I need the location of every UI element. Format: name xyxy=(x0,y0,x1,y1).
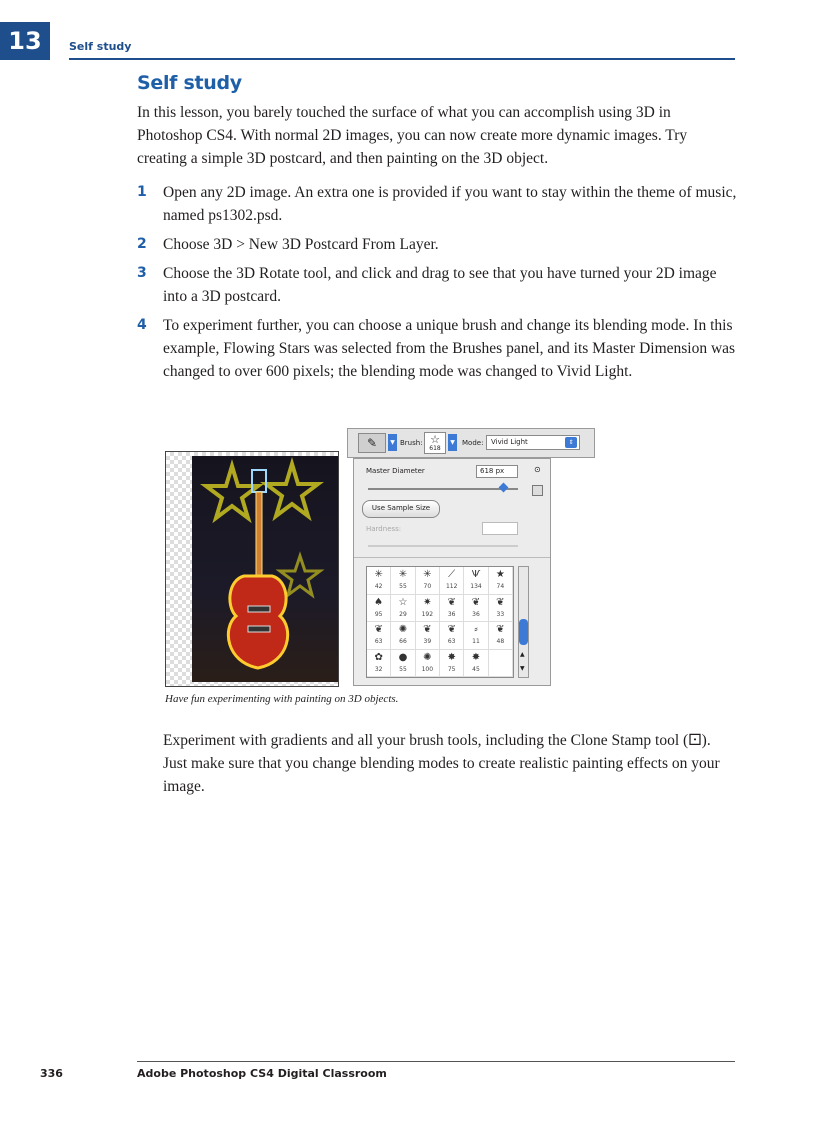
brush-options-bar xyxy=(347,428,595,458)
brush-preset-cell[interactable] xyxy=(367,622,391,650)
brush-tip-icon: ⟋ xyxy=(448,569,456,580)
brush-preset-cell[interactable] xyxy=(416,567,440,595)
brush-preset-cell[interactable] xyxy=(391,567,415,595)
steps-list xyxy=(137,181,737,389)
brush-tip-icon: ❦ xyxy=(447,624,456,635)
header-rule xyxy=(69,58,735,60)
brush-preset-cell[interactable] xyxy=(416,650,440,678)
brush-picker-dropdown[interactable] xyxy=(448,434,457,451)
brush-size-label: 134 xyxy=(470,583,482,590)
brush-tip-icon: ★ xyxy=(495,569,505,580)
chevron-down-icon: ▼ xyxy=(450,439,455,446)
brush-preset-cell[interactable] xyxy=(416,622,440,650)
step-text: Open any 2D image. An extra one is provided if you want to stay within the theme of music, named ps1302.psd. xyxy=(163,184,737,224)
brush-preset-cell[interactable] xyxy=(391,650,415,678)
brush-size-label: 29 xyxy=(399,610,407,618)
step-item xyxy=(137,181,737,227)
brush-grid-scrollbar[interactable] xyxy=(518,566,529,678)
mode-label: Mode: xyxy=(462,439,484,447)
star-brush-icon: ☆ xyxy=(430,433,440,446)
brush-tip-icon: ❦ xyxy=(374,624,383,635)
hardness-slider-track[interactable] xyxy=(368,545,518,547)
brush-tip-icon: ⸗ xyxy=(474,624,478,635)
step-text: To experiment further, you can choose a unique brush and change its blending mode. In this example, Flowing Stars was selected from the Brushes panel, and its Master Dimension was changed to over 600 pixels; the blending mode was changed to Vivid Light. xyxy=(163,317,736,380)
scroll-down-icon[interactable]: ▼ xyxy=(520,665,525,672)
brush-preset-cell[interactable] xyxy=(440,567,464,595)
step-number: 1 xyxy=(137,184,147,200)
running-header: Self study xyxy=(69,40,132,53)
brush-tip-icon: ✸ xyxy=(447,651,456,663)
panel-menu-icon[interactable]: ⊙ xyxy=(534,465,541,474)
brush-size-label: 112 xyxy=(445,583,458,590)
brush-tip-icon: ❦ xyxy=(471,596,481,608)
brush-preset-cell[interactable] xyxy=(416,595,440,623)
brush-preset-cell[interactable] xyxy=(464,650,488,678)
brush-size-label: 66 xyxy=(399,638,407,645)
brush-tip-icon xyxy=(489,650,512,666)
tool-preset-dropdown[interactable] xyxy=(388,434,397,451)
step-item xyxy=(137,262,737,308)
brush-tip-icon: ✳ xyxy=(374,569,383,580)
brush-preset-grid xyxy=(366,566,514,678)
brush-size-label: 70 xyxy=(423,583,432,590)
brush-tip-icon: Ѱ xyxy=(471,569,481,580)
guitar-illustration xyxy=(192,456,338,682)
brush-size-label: 36 xyxy=(472,610,480,618)
brush-tip-icon: ✷ xyxy=(423,596,432,608)
brush-preset-cell[interactable] xyxy=(440,622,464,650)
brush-tip-icon: ✿ xyxy=(374,651,383,663)
brush-size-label: 74 xyxy=(496,583,505,590)
brush-preset-cell[interactable] xyxy=(464,567,488,595)
brush-size-label: 55 xyxy=(399,665,407,673)
brush-preset-cell[interactable] xyxy=(440,650,464,678)
brush-size-label: 75 xyxy=(447,665,456,673)
brush-tip-icon: ❦ xyxy=(496,624,505,635)
brush-preset-cell[interactable] xyxy=(367,650,391,678)
scrollbar-thumb[interactable] xyxy=(519,619,528,645)
scroll-up-icon[interactable]: ▲ xyxy=(520,651,525,658)
brush-size-readout: 618 xyxy=(429,445,441,452)
brush-size-label: 63 xyxy=(447,638,456,645)
guitar-scene xyxy=(192,456,338,682)
new-preset-icon[interactable] xyxy=(532,485,543,496)
brush-size-label: 33 xyxy=(496,610,505,618)
panel-divider xyxy=(354,557,550,558)
brush-preset-panel xyxy=(353,458,551,686)
figure-caption: Have fun experimenting with painting on 3D objects. xyxy=(165,693,399,705)
brush-size-label: 95 xyxy=(374,610,383,618)
master-diameter-input[interactable]: 618 px xyxy=(476,465,518,478)
book-title: Adobe Photoshop CS4 Digital Classroom xyxy=(137,1067,387,1080)
brush-tip-icon: ✸ xyxy=(471,651,481,663)
paintbrush-icon: ✎ xyxy=(366,436,378,450)
brush-size-label: 48 xyxy=(496,638,505,645)
step-number: 2 xyxy=(137,236,147,252)
brush-tip-icon: ● xyxy=(398,651,408,663)
diameter-slider-track[interactable] xyxy=(368,488,518,490)
brush-preset-cell[interactable] xyxy=(367,567,391,595)
brush-preset-cell[interactable] xyxy=(367,595,391,623)
updown-arrows-icon: ⇕ xyxy=(565,437,577,448)
brush-tip-icon: ✳ xyxy=(423,569,432,580)
step-item xyxy=(137,233,737,256)
step-number: 3 xyxy=(137,265,147,281)
brush-preset-cell[interactable] xyxy=(464,622,488,650)
brush-tip-icon: ❦ xyxy=(447,596,456,608)
master-diameter-label: Master Diameter xyxy=(366,467,425,475)
brush-preset-cell[interactable] xyxy=(440,595,464,623)
brush-size-label: 42 xyxy=(374,583,383,590)
blend-mode-select[interactable] xyxy=(486,435,580,450)
brush-preset-cell[interactable] xyxy=(489,622,513,650)
brush-label: Brush: xyxy=(400,439,423,447)
brush-tip-icon: ✺ xyxy=(398,624,408,635)
brush-preset-cell[interactable] xyxy=(489,567,513,595)
step-text: Choose the 3D Rotate tool, and click and drag to see that you have turned your 2D image into a 3D postcard. xyxy=(163,265,717,305)
brush-size-label: 11 xyxy=(472,638,480,645)
guitar-3d-postcard-image xyxy=(165,451,339,687)
section-title: Self study xyxy=(137,72,242,94)
outro-paragraph: Experiment with gradients and all your brush tools, including the Clone Stamp tool (⚀). Just make sure that you change blending modes to create realistic painting effects on your image. xyxy=(163,732,720,795)
chapter-number-badge: 13 xyxy=(0,22,50,60)
brush-preset-cell[interactable] xyxy=(489,650,513,678)
brush-size-label: 36 xyxy=(447,610,456,618)
brush-size-label: 32 xyxy=(374,665,383,673)
step-text: Choose 3D > New 3D Postcard From Layer. xyxy=(163,236,439,253)
hardness-input[interactable] xyxy=(482,522,518,535)
brush-size-label: 192 xyxy=(421,610,434,618)
figure-screenshot xyxy=(165,428,595,690)
brush-preset-cell[interactable] xyxy=(464,595,488,623)
footer-rule xyxy=(137,1061,735,1062)
step-item xyxy=(137,314,737,383)
brush-tool-button[interactable] xyxy=(358,433,386,453)
page-number: 336 xyxy=(40,1067,63,1080)
hardness-label: Hardness: xyxy=(366,525,402,533)
brush-size-label: 45 xyxy=(472,665,480,673)
brush-size-label: 39 xyxy=(423,638,432,645)
chevron-down-icon: ▼ xyxy=(390,439,395,446)
brush-tip-icon: ✳ xyxy=(398,569,408,580)
brush-preset-cell[interactable] xyxy=(391,622,415,650)
diameter-slider-knob[interactable] xyxy=(499,483,509,493)
brush-tip-icon: ❦ xyxy=(496,596,505,608)
blend-mode-value: Vivid Light xyxy=(491,438,528,446)
brush-tip-icon: ❦ xyxy=(423,624,432,635)
brush-preset-cell[interactable] xyxy=(489,595,513,623)
brush-size-label: 63 xyxy=(374,638,383,645)
brush-size-label: 100 xyxy=(421,665,434,673)
use-sample-size-button[interactable]: Use Sample Size xyxy=(362,500,440,518)
step-number: 4 xyxy=(137,317,147,333)
brush-preset-cell[interactable] xyxy=(391,595,415,623)
brush-tip-icon: ♠ xyxy=(374,596,384,608)
intro-paragraph: In this lesson, you barely touched the surface of what you can accomplish using 3D in Photoshop CS4. With normal 2D images, you can now create more dynamic images. Try creating a simple 3D postcard, and then painting on the 3D object. xyxy=(137,104,688,167)
brush-preset-picker[interactable] xyxy=(424,432,446,454)
brush-tip-icon: ✺ xyxy=(423,651,432,663)
brush-size-label: 55 xyxy=(399,583,407,590)
brush-tip-icon: ☆ xyxy=(398,596,408,608)
